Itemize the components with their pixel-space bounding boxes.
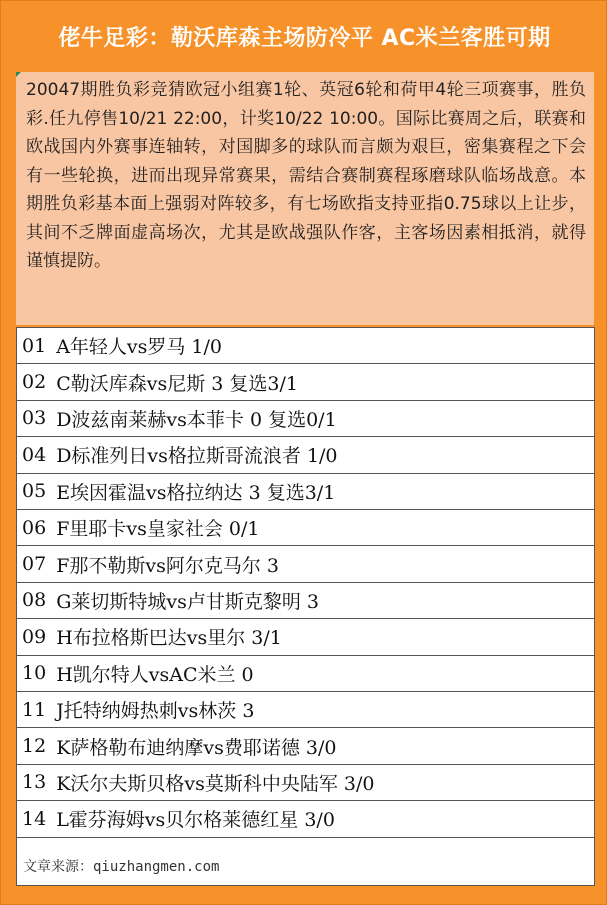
match-text: D波兹南莱赫vs本菲卡 0 复选0/1	[56, 408, 337, 431]
intro-text: 20047期胜负彩竞猜欧冠小组赛1轮、英冠6轮和荷甲4轮三项赛事，胜负彩.任九停售10/21 22:00，计奖10/22 10:00。国际比赛周之后，联赛和欧战国内外赛事连轴转，对国脚多的球队而言颇为艰巨，密集赛程之下会有一些轮换，进而出现异常赛果，需结合赛制赛程琢磨球队临场战意。本期胜负彩基本面上强弱对阵较多，有七场欧指支持亚指0.75球以上让步，其间不乏牌面虚高场次，尤其是欧战强队作客，主客场因素相抵消，就得谨慎提防。	[26, 80, 586, 271]
corner-mark-icon	[16, 72, 21, 77]
match-text: H布拉格斯巴达vs里尔 3/1	[56, 627, 282, 650]
match-number: 06	[22, 516, 47, 539]
match-number: 10	[22, 662, 47, 685]
match-text: F里耶卡vs皇家社会 0/1	[56, 518, 260, 541]
match-number: 02	[22, 371, 47, 394]
match-row	[17, 546, 594, 582]
match-row	[17, 510, 594, 546]
source-line: 文章来源：qiuzhangmen.com	[23, 859, 220, 875]
match-number: 12	[22, 735, 47, 758]
match-row	[17, 583, 594, 619]
match-text: A年轻人vs罗马 1/0	[56, 336, 223, 359]
match-number: 14	[22, 807, 47, 830]
match-text: H凯尔特人vsAC米兰 0	[56, 663, 254, 686]
match-text: G莱切斯特城vs卢甘斯克黎明 3	[56, 590, 319, 613]
match-text: C勒沃库森vs尼斯 3 复选3/1	[56, 372, 298, 395]
match-table	[16, 327, 595, 886]
match-row	[17, 437, 594, 473]
match-number: 09	[22, 625, 47, 648]
match-number: 07	[22, 553, 47, 576]
match-number: 05	[22, 480, 47, 503]
match-row	[17, 328, 594, 364]
match-row	[17, 692, 594, 728]
match-text: D标准列日vs格拉斯哥流浪者 1/0	[56, 445, 338, 468]
match-row	[17, 728, 594, 764]
intro-panel	[16, 72, 594, 325]
match-row	[17, 765, 594, 801]
match-number: 03	[22, 407, 47, 430]
match-row	[17, 801, 594, 837]
match-number: 04	[22, 443, 47, 466]
match-row	[17, 656, 594, 692]
page-title: 佬牛足彩：勒沃库森主场防冷平 AC米兰客胜可期	[58, 25, 551, 51]
match-text: J托特纳姆热刺vs林茨 3	[56, 700, 255, 723]
match-row	[17, 474, 594, 510]
match-number: 08	[22, 589, 47, 612]
match-text: F那不勒斯vs阿尔克马尔 3	[56, 554, 279, 577]
match-row	[17, 364, 594, 400]
match-row	[17, 619, 594, 655]
match-text: K萨格勒布迪纳摩vs费耶诺德 3/0	[56, 736, 337, 759]
match-number: 11	[22, 698, 47, 721]
match-row	[17, 401, 594, 437]
match-number: 13	[22, 771, 47, 794]
match-text: E埃因霍温vs格拉纳达 3 复选3/1	[56, 481, 336, 504]
match-number: 01	[22, 334, 47, 357]
match-text: K沃尔夫斯贝格vs莫斯科中央陆军 3/0	[56, 772, 375, 795]
match-text: L霍芬海姆vs贝尔格莱德红星 3/0	[56, 809, 335, 832]
